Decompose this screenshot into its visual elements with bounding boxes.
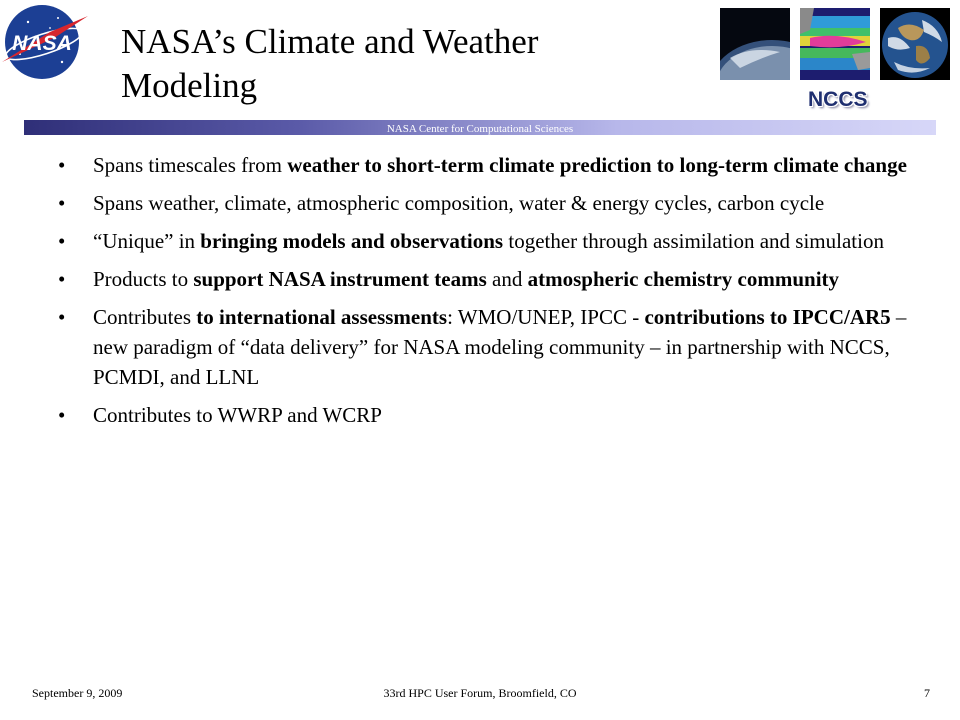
bullet-text: Contributes to WWRP and WCRP xyxy=(93,403,382,427)
earth-globe-image xyxy=(880,8,950,80)
nasa-logo xyxy=(0,2,96,82)
bullet-list xyxy=(58,150,918,438)
bullet-text: : WMO/UNEP, IPCC - xyxy=(447,305,645,329)
bullet-text: together through assimilation and simulation xyxy=(503,229,884,253)
footer-event: 33rd HPC User Forum, Broomfield, CO xyxy=(383,686,577,700)
earth-horizon-image xyxy=(720,8,790,80)
bullet-text: Products to xyxy=(93,267,194,291)
bullet-item xyxy=(58,226,918,256)
bullet-text: Contributes xyxy=(93,305,197,329)
slide-title: NASA’s Climate and Weather Modeling xyxy=(121,22,539,105)
bullet-item xyxy=(58,302,918,392)
bullet-item xyxy=(58,188,918,218)
footer-page-number: 7 xyxy=(924,686,930,700)
bullet-dot: • xyxy=(58,229,66,253)
footer-date: September 9, 2009 xyxy=(32,686,123,700)
bullet-text: Spans timescales from xyxy=(93,153,288,177)
bullet-text: – new paradigm of “data delivery” for NASA modeling community – in partnership with NCCS, PCMDI, and LLNL xyxy=(93,305,907,389)
nccs-label: NCCS xyxy=(808,88,868,111)
bullet-dot: • xyxy=(58,191,66,215)
bullet-bold-text: to international assessments xyxy=(196,305,448,329)
bullet-text: and xyxy=(486,267,528,291)
header-banner-text: NASA Center for Computational Sciences xyxy=(386,123,574,135)
bullet-item xyxy=(58,264,918,294)
bullet-bold-text: contributions to IPCC/AR5 xyxy=(644,305,891,329)
bullet-text: “Unique” in xyxy=(93,229,201,253)
bullet-dot: • xyxy=(58,305,66,329)
bullet-dot: • xyxy=(58,153,66,177)
bullet-bold-text: support NASA instrument teams xyxy=(193,267,487,291)
nasa-logo-text: NASA xyxy=(12,32,72,55)
bullet-item xyxy=(58,400,918,430)
bullet-bold-text: weather to short-term climate prediction to long-term climate change xyxy=(287,153,907,177)
bullet-bold-text: bringing models and observations xyxy=(200,229,504,253)
bullet-dot: • xyxy=(58,267,66,291)
header-images xyxy=(720,8,960,80)
bullet-item xyxy=(58,150,918,180)
bullet-text: Spans weather, climate, atmospheric composition, water & energy cycles, carbon cycle xyxy=(93,191,825,215)
bullet-bold-text: atmospheric chemistry community xyxy=(527,267,840,291)
ocean-temperature-map-image xyxy=(800,8,870,80)
bullet-dot: • xyxy=(58,403,66,427)
